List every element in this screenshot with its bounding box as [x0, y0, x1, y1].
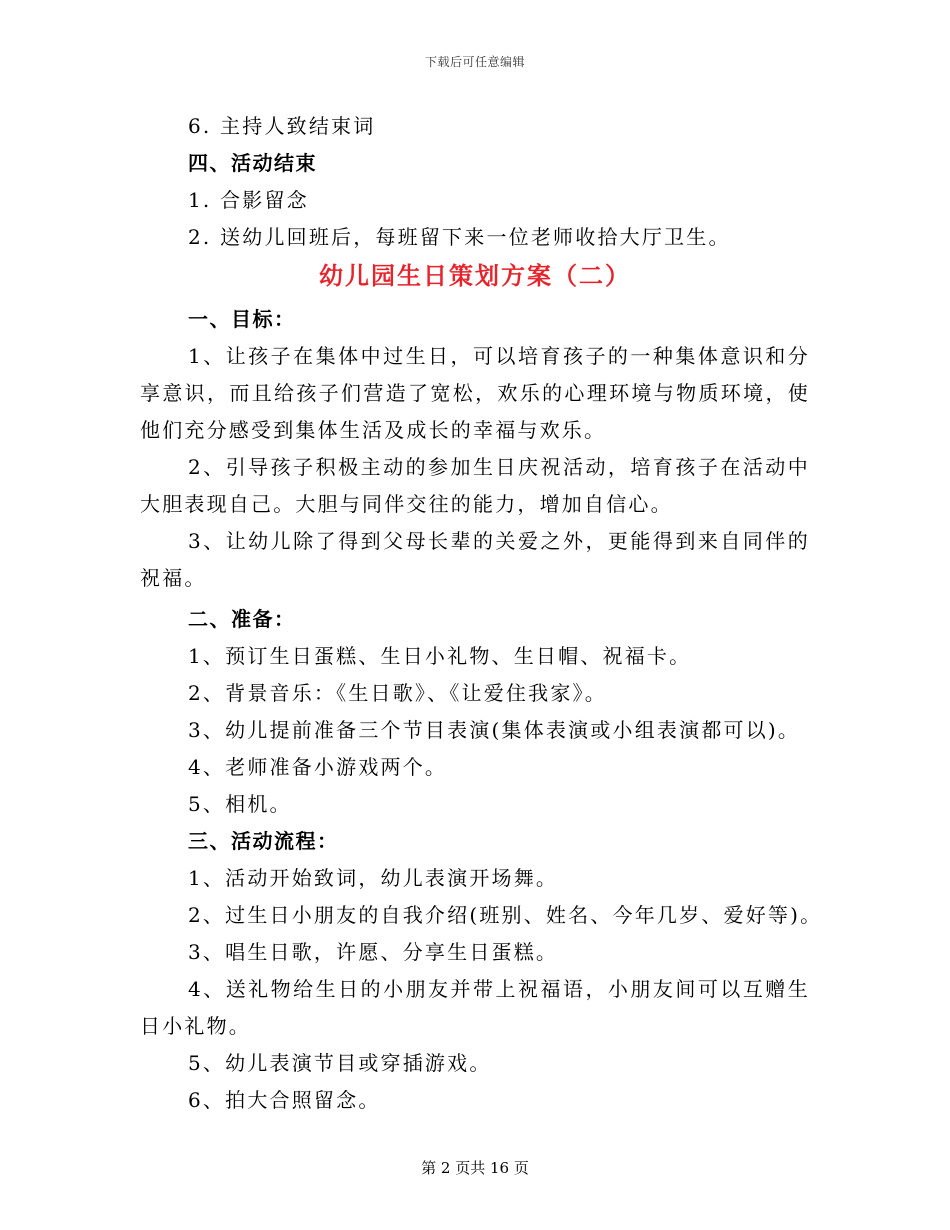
- prev-item-6: 6. 主持人致结束词: [188, 114, 376, 138]
- goal-paragraph-1: 1、让孩子在集体中过生日，可以培育孩子的一种集体意识和分享意识，而且给孩子们营造了宽松，欢乐的心理环境与物质环境，使他们充分感受到集体生活及成长的幸福与欢乐。: [140, 344, 810, 442]
- page-footer: 第 2 页共 16 页: [421, 1159, 529, 1177]
- document-body: [140, 108, 823, 1119]
- heading-prep: 二、准备：: [188, 607, 296, 631]
- flow-item: 1、活动开始致词，幼儿表演开场舞。: [188, 866, 559, 890]
- heading-flow: 三、活动流程：: [188, 829, 339, 853]
- prep-item: 1、预订生日蛋糕、生日小礼物、生日帽、祝福卡。: [188, 644, 692, 668]
- heading-activity-end: 四、活动结束: [188, 151, 317, 175]
- flow-item: 6、拍大合照留念。: [188, 1088, 381, 1112]
- prep-item: 2、背景音乐：《生日歌》、《让爱住我家》。: [188, 681, 607, 705]
- flow-item: 2、过生日小朋友的自我介绍(班别、姓名、今年几岁、爱好等)。: [188, 903, 823, 927]
- heading-goals: 一、目标：: [188, 307, 296, 331]
- flow-item: 3、唱生日歌，许愿、分享生日蛋糕。: [188, 940, 559, 964]
- flow-item: 4、送礼物给生日的小朋友并带上祝福语，小朋友间可以互赠生日小礼物。: [140, 977, 810, 1038]
- document-title: 幼儿园生日策划方案（二）: [319, 261, 631, 290]
- end-item-2: 2. 送幼儿回班后，每班留下来一位老师收拾大厅卫生。: [188, 225, 731, 249]
- prep-item: 5、相机。: [188, 792, 292, 816]
- prep-item: 4、老师准备小游戏两个。: [188, 755, 448, 779]
- prep-item: 3、幼儿提前准备三个节目表演(集体表演或小组表演都可以)。: [188, 718, 801, 742]
- page-header: 下载后可任意编辑: [424, 55, 525, 69]
- goal-paragraph-2: 2、引导孩子积极主动的参加生日庆祝活动，培育孩子在活动中大胆表现自己。大胆与同伴交往的能力，增加自信心。: [140, 455, 810, 516]
- goal-paragraph-3: 3、让幼儿除了得到父母长辈的关爱之外，更能得到来自同伴的祝福。: [140, 529, 810, 590]
- flow-item: 5、幼儿表演节目或穿插游戏。: [188, 1051, 492, 1075]
- end-item-1: 1. 合影留念: [188, 188, 309, 212]
